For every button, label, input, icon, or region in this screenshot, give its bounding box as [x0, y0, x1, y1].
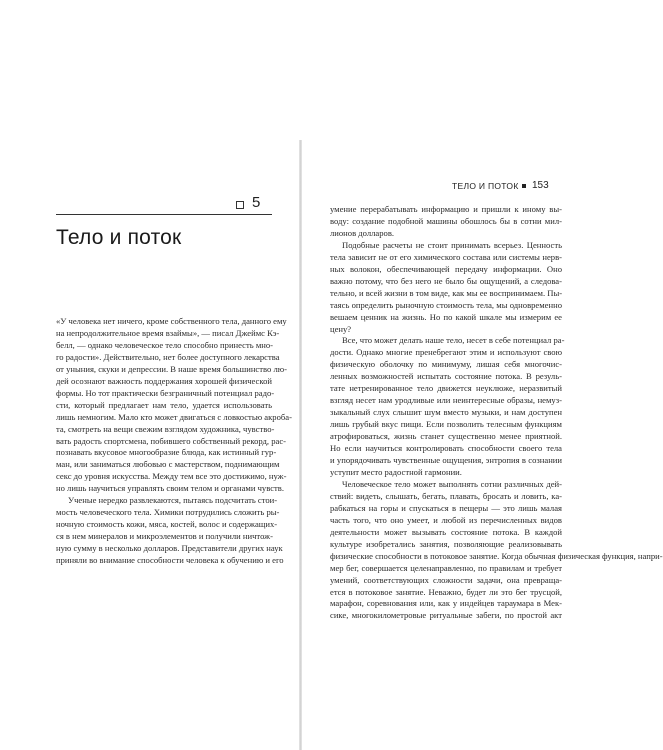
- text-line: марафон, соревнования или, как у индейцев тараумара в Мек-: [330, 598, 562, 609]
- text-line: физические способности в потоковое занятие. Когда обычная физическая функция, напри-: [330, 550, 663, 561]
- text-line: мость человеческого тела. Химики потрудились сложить ры-: [56, 507, 280, 518]
- running-head-title: ТЕЛО И ПОТОК: [452, 181, 519, 191]
- text-line: дости. Однако многие пренебрегают этим и используют свою: [330, 347, 562, 358]
- chapter-square-icon: [236, 201, 244, 209]
- text-line: белл, — однако человеческое тело способно принесть мно-: [56, 339, 274, 350]
- text-line: вать радость спортсмена, побившего собственный рекорд, рас-: [56, 435, 287, 446]
- text-line: воду: создание подобной машины обошлось бы в сотни мил-: [330, 215, 562, 226]
- left-page-body: [56, 316, 292, 567]
- text-line: атрофироваться, жизнь станет существенно менее приятной.: [330, 431, 562, 442]
- text-line: но лишь научиться управлять своим телом и органами чувств.: [56, 483, 284, 494]
- text-line: физическую оболочку по минимуму, лишая себя многочис-: [330, 359, 562, 370]
- text-line: Человеческое тело может выполнять сотни различных дей-: [342, 478, 562, 489]
- text-line: го радости». Действительно, нет более доступного лекарства: [56, 351, 280, 362]
- text-line: ных волокон, обеспечивающей передачу информации. Оно: [330, 263, 562, 274]
- text-line: дей осознают важность поддержания хорошей физической: [56, 375, 272, 386]
- right-page: [302, 0, 663, 750]
- text-line: приняли во внимание способности человека к обучению и его: [56, 555, 284, 566]
- text-line: Ученые нередко развлекаются, пытаясь подсчитать стои-: [68, 495, 278, 506]
- page-number: 153: [532, 180, 549, 191]
- text-line: тате нетренированное тело движется неуклюже, неразвитый: [330, 383, 562, 394]
- text-line: уступит место радостной гармонии.: [330, 466, 462, 477]
- left-page: [0, 0, 299, 750]
- text-line: умений, соответствующих сложности задачи, она превраща-: [330, 574, 562, 585]
- chapter-rule: [56, 214, 272, 215]
- text-line: лионов долларов.: [330, 227, 395, 238]
- text-line: ся в нем минералов и микроэлементов и получили ничтож-: [56, 531, 273, 542]
- chapter-header: [56, 194, 272, 216]
- text-line: ную сумму в несколько долларов. Представители других наук: [56, 543, 283, 554]
- text-line: ется в потоковое занятие. Неважно, будет ли это бег трусцой,: [330, 586, 562, 597]
- text-line: лишь немногим. Мало кто может двигаться с ловкостью акроба-: [56, 411, 292, 422]
- text-line: на непродолжительное время взаймы», — писал Джеймс Кэ-: [56, 327, 280, 338]
- text-line: от уныния, скуки и депрессии. В наше время большинство лю-: [56, 363, 288, 374]
- text-line: цену?: [330, 323, 352, 334]
- text-line: умение перерабатывать информацию и пришли к иному вы-: [330, 204, 562, 214]
- text-line: культуре изобретались занятия, позволяющие реализовывать: [330, 538, 562, 549]
- running-head: [452, 181, 562, 195]
- text-line: Подобные расчеты не стоит принимать всерьез. Ценность: [342, 239, 562, 250]
- text-line: Но если научиться контролировать способности своего тела: [330, 443, 562, 454]
- text-line: деятельности может вызывать состояние потока. В каждой: [330, 526, 562, 537]
- text-line: вешаем ценник на жизнь. Но по какой шкале мы измерим ее: [330, 311, 562, 322]
- chapter-title: Тело и поток: [56, 226, 182, 249]
- text-line: сти, который предлагает нам тело, удается использовать: [56, 399, 272, 410]
- text-line: сике, многокилометровые ритуальные забеги, по простой акт: [330, 610, 562, 621]
- text-line: формы. Но тот практически безграничный потенциал радо-: [56, 387, 275, 398]
- text-line: взгляд несет нам уродливые или неинтересные образы, немуз-: [330, 395, 562, 406]
- text-line: Все, что может делать наше тело, несет в себе потенциал ра-: [342, 335, 565, 346]
- text-line: ленных возможностей испытать состояние потока. В резуль-: [330, 371, 562, 382]
- text-line: та, смотреть на вещи свежим взглядом художника, чувство-: [56, 423, 275, 434]
- text-line: ночную стоимость кожи, мяса, костей, волос и содержащих-: [56, 519, 278, 530]
- text-line: секс до уровня искусства. Между тем все это достижимо, нуж-: [56, 471, 287, 482]
- text-line: лишь грубый вкус пищи. Если позволить телесным функциям: [330, 419, 562, 430]
- text-line: часть того, что оно умеет, и любой из перечисленных видов: [330, 514, 562, 525]
- text-line: познавать вкусовое многообразие блюда, как истинный гур-: [56, 447, 277, 458]
- right-page-body: [330, 204, 663, 622]
- text-line: ман, или заниматься любовью с мастерством, поднимающим: [56, 459, 280, 470]
- text-line: важно потому, что без него не было бы ощущений, а следова-: [330, 275, 562, 286]
- text-line: «У человека нет ничего, кроме собственного тела, данного ему: [56, 316, 287, 326]
- chapter-number: 5: [252, 194, 261, 211]
- text-line: и упорядочивать чувственные ощущения, энтропия в сознании: [330, 455, 562, 466]
- text-line: тельно, и всей жизни в том виде, как мы ее воспринимаем. Пы-: [330, 287, 563, 298]
- running-head-bullet-icon: [522, 184, 526, 188]
- text-line: рабкаться на горы и спускаться в пещеры — это лишь малая: [330, 502, 562, 513]
- text-line: таясь определить рыночную стоимость тела, мы одновременно: [330, 299, 562, 310]
- text-line: ствий: видеть, слышать, бегать, плавать, бросать и ловить, ка-: [330, 490, 562, 501]
- text-line: мер бег, совершается целенаправленно, по правилам и требует: [330, 562, 562, 573]
- text-line: тела зависит не от его химического состава или системы нерв-: [330, 251, 562, 262]
- text-line: зыкальный слух слышит шум вместо музыки, и нам доступен: [330, 407, 562, 418]
